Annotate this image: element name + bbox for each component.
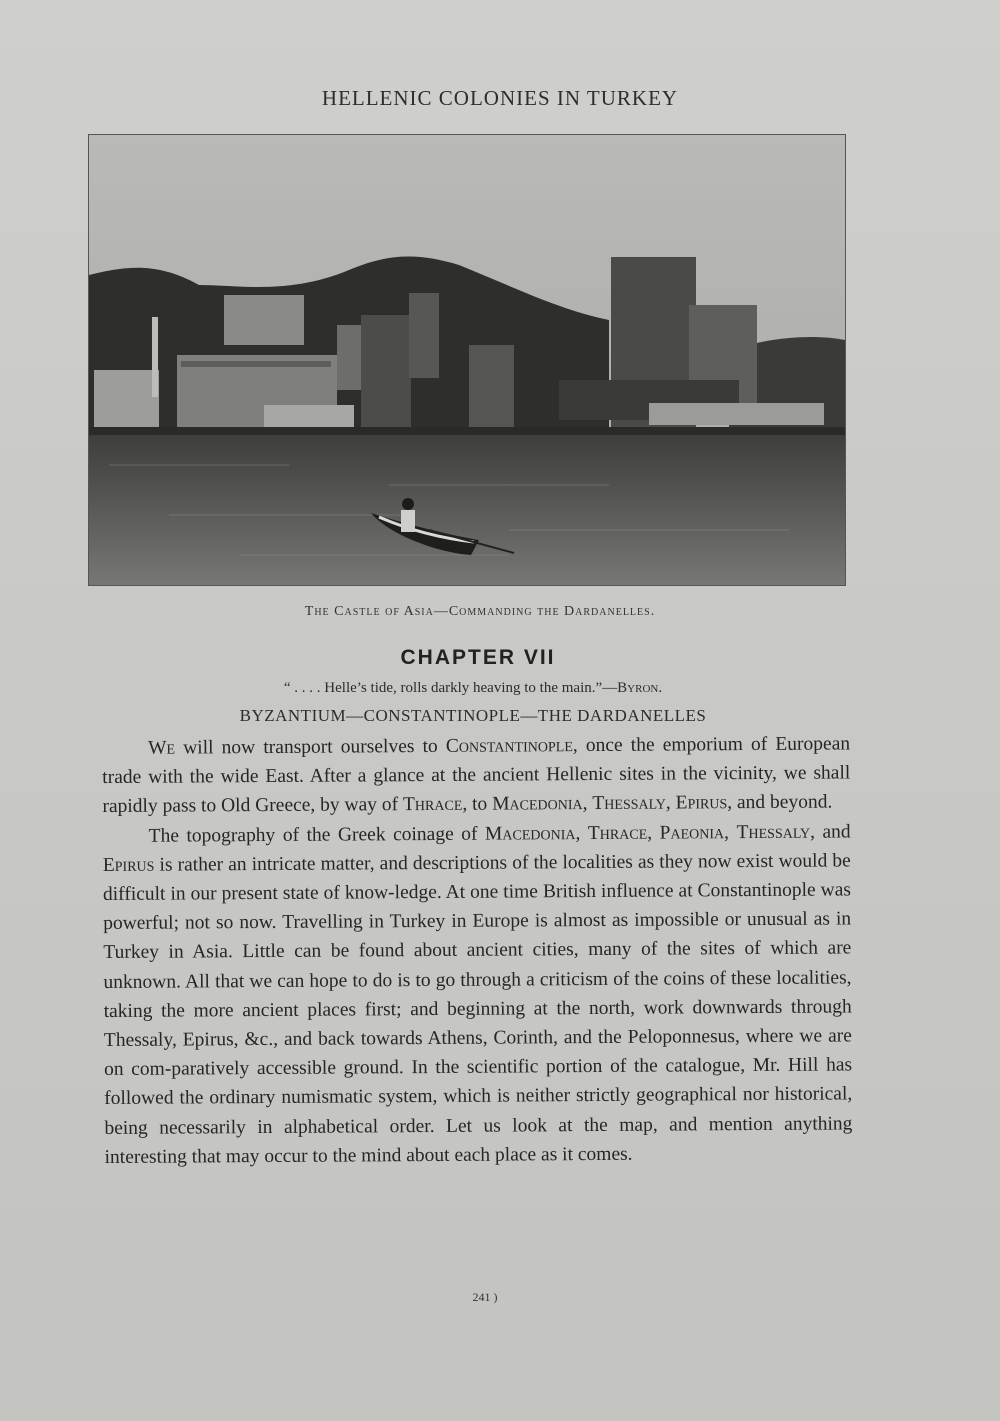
text-run: The topography of the Greek coinage of — [148, 823, 486, 847]
text-run: , once the emporium of European trade with the wide East. After a glance at the ancient Hellenic sites in the vicinity, we shall rapidly pass to Old Greece, by way of — [102, 733, 851, 818]
text-run: , — [575, 822, 588, 844]
place-name: Epirus — [675, 792, 728, 814]
text-run: , — [647, 822, 660, 844]
place-name: Thessaly — [592, 792, 666, 815]
text-run: , and beyond. — [727, 791, 833, 814]
place-name: Macedonia — [492, 793, 583, 816]
place-name: Epirus — [102, 854, 155, 876]
epigraph — [0, 680, 946, 697]
chapter-subheading: BYZANTIUM—CONSTANTINOPLE—THE DARDANELLES — [239, 706, 707, 725]
page-number: 241 ) — [472, 1290, 498, 1304]
epigraph-quote: “ . . . . Helle’s tide, rolls darkly heaving to the main.”— — [283, 680, 618, 696]
plate-caption: The Castle of Asia—Commanding the Dardanelles. — [304, 604, 656, 619]
drop-word: We — [148, 737, 176, 759]
text-run: will now transport ourselves to — [174, 735, 446, 759]
text-run: is rather an intricate matter, and descriptions of the localities as they now exist would be difficult in our present state of know-ledge. At one time British influence at Constantinople was powerful; not so now. Travelling in Turkey in Europe is almost as impossible or unusual as in Turkey in Asia. Little can be found about ancient cities, many of the sites of which are unknown. All that we can hope to do is to go through a criticism of the coins of these localities, taking the more ancient places first; and beginning at the north, work downwards through Thessaly, Epirus, &c., and back towards Athens, Corinth, and the Peloponnesus, where we are on com-paratively accessible ground. In the scientific portion of the catalogue, Mr. Hill has followed the ordinary numismatic system, which is neither strictly geographical nor historical, being necessarily in alphabetical order. Let us look at the map, and mention anything interesting that may occur to the mind about each place as it comes. — [102, 850, 853, 1168]
text-run: , — [665, 792, 676, 814]
paragraph-1 — [102, 729, 851, 821]
castle-photograph — [88, 134, 846, 586]
place-name: Thrace — [587, 822, 648, 844]
text-run: , — [582, 793, 593, 815]
castle-illustration — [89, 135, 845, 585]
place-name: Constantinople — [445, 735, 573, 757]
text-run: , and — [810, 821, 851, 843]
place-name: Thessaly — [736, 821, 811, 843]
chapter-title: CHAPTER VII — [400, 646, 556, 669]
place-name: Macedonia — [484, 822, 576, 845]
body-text — [102, 729, 853, 1172]
text-run: , — [724, 821, 737, 843]
epigraph-author: Byron. — [617, 680, 663, 696]
place-name: Thrace — [402, 794, 463, 816]
paragraph-2 — [103, 817, 853, 1172]
running-head: HELLENIC COLONIES IN TURKEY — [321, 86, 679, 110]
text-run: , to — [462, 794, 493, 816]
place-name: Paeonia — [659, 821, 725, 844]
